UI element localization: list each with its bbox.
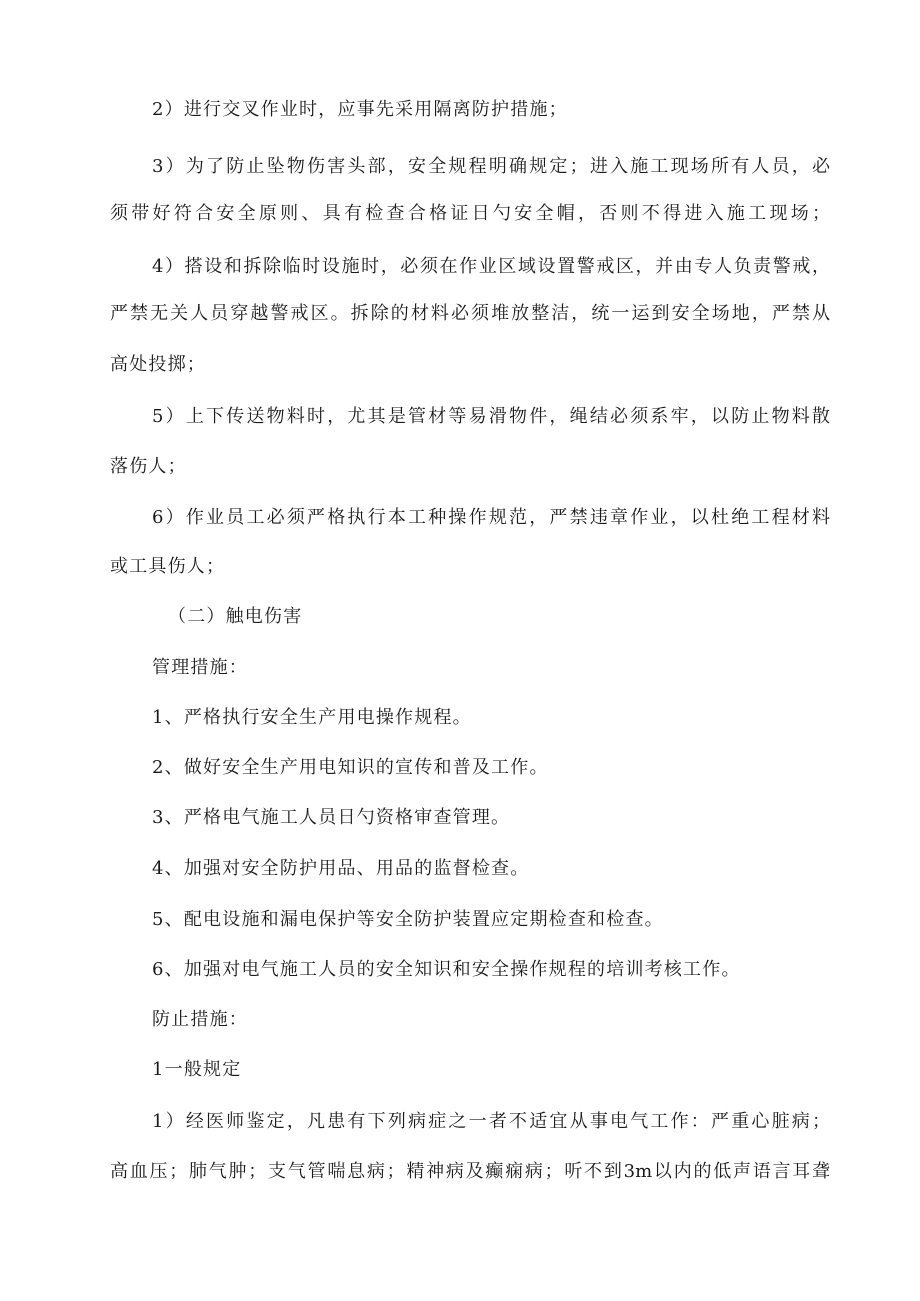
list-item: 1、严格执行安全生产用电操作规程。: [152, 707, 472, 728]
paragraph-line: 严禁无关人员穿越警戒区。拆除的材料必须堆放整洁，统一运到安全场地，严禁从: [110, 303, 830, 324]
paragraph-line: 5）上下传送物料时，尤其是管材等易滑物件，绳结必须系牢，以防止物料散: [152, 406, 830, 427]
paragraph-line: 3）为了防止坠物伤害头部，安全规程明确规定；进入施工现场所有人员，必: [152, 156, 830, 177]
section-heading: （二）触电伤害: [168, 606, 303, 627]
paragraph-line: 1）经医师鉴定，凡患有下列病症之一者不适宜从事电气工作：严重心脏病；: [152, 1111, 830, 1132]
list-item: 5、配电设施和漏电保护等安全防护装置应定期检查和检查。: [152, 909, 664, 930]
paragraph-line: 防止措施：: [152, 1009, 248, 1030]
list-item: 4、加强对安全防护用品、用品的监督检查。: [152, 858, 530, 879]
paragraph-line: 6）作业员工必须严格执行本工种操作规范，严禁违章作业，以杜绝工程材料: [152, 507, 830, 528]
paragraph-line: 高血压；肺气肿；支气管喘息病；精神病及癫痫病；听不到3m以内的低声语言耳聋: [110, 1161, 830, 1182]
list-item: 6、加强对电气施工人员的安全知识和安全操作规程的培训考核工作。: [152, 959, 741, 980]
list-item: 2、做好安全生产用电知识的宣传和普及工作。: [152, 757, 549, 778]
paragraph-line: 4）搭设和拆除临时设施时，必须在作业区域设置警戒区，并由专人负责警戒，: [152, 256, 830, 277]
paragraph-line: 落伤人；: [110, 456, 187, 477]
paragraph-line: 须带好符合安全原则、具有检查合格证日勺安全帽，否则不得进入施工现场；: [110, 203, 830, 224]
paragraph-line: 1一般规定: [152, 1059, 242, 1080]
paragraph-line: 2）进行交叉作业时，应事先采用隔离防护措施；: [152, 99, 568, 120]
paragraph-line: 高处投掷；: [110, 354, 206, 375]
paragraph-line: 管理措施：: [152, 657, 248, 678]
paragraph-line: 或工具伤人；: [110, 556, 226, 577]
list-item: 3、严格电气施工人员日勺资格审查管理。: [152, 807, 511, 828]
